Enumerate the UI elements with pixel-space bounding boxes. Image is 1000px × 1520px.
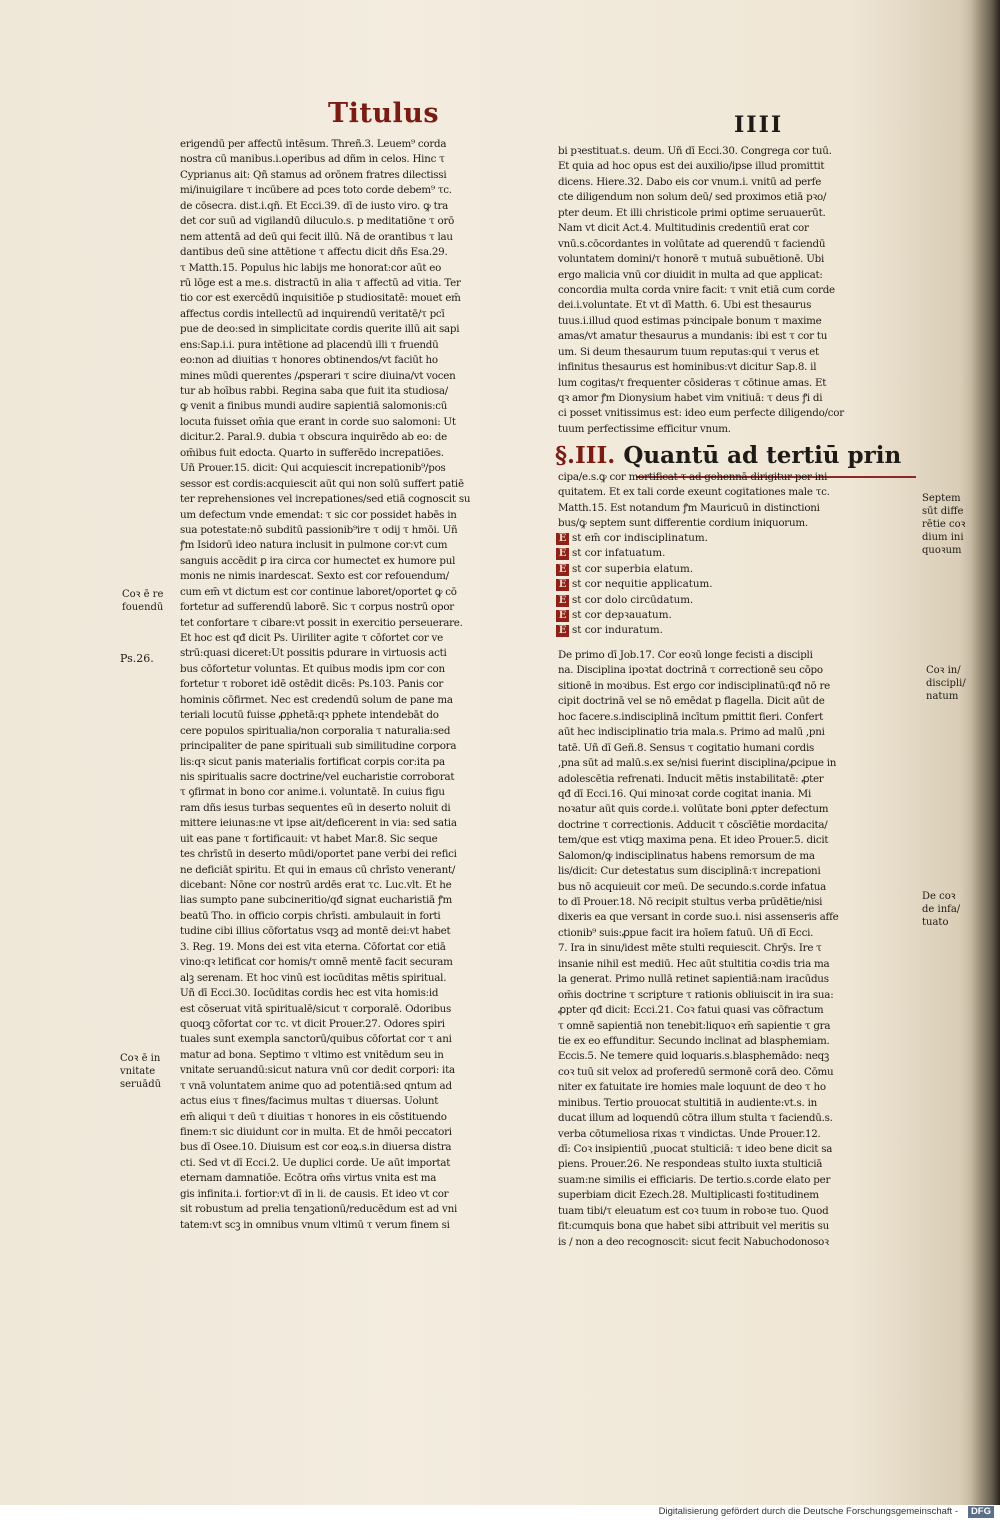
text-line: Uñ dī Ecci.30. Iocūditas cordis hec est vita homis:id [180,987,439,1000]
text-line: actus eius τ fines/facimus multas τ diuersas. Uolunt [180,1095,439,1108]
text-line: finem:τ sic diuidunt cor in multa. Et de hmōi peccatori [180,1126,452,1138]
text-line: cipit doctrinā vel se nō emēdat p flagella. Dicit aūt de [558,695,825,708]
text-line: dicens. Hiere.32. Dabo eis cor vnum.i. vnitū ad perfe [558,175,822,188]
text-line: bus dī Osee.10. Diuisum est cor eoꝝ.s.in diuersa distra [180,1141,452,1154]
running-title: Titulus [328,98,440,129]
text-line: sua potestate:nō subditū passionib⁹ire τ odij τ hmōi. Uñ [180,523,458,536]
margin-note-line: Ps.26. [120,652,154,665]
text-line: dei.i.voluntate. Et vt dī Matth. 6. Ubi est thesaurus [558,299,812,312]
funding-credit: Digitalisierung gefördert durch die Deutsche Forschungsgemeinschaft - [658,1506,958,1517]
text-line: dicitur.2. Paral.9. dubia τ obscura inquirēdo ab eo: de [180,431,447,444]
margin-note-line: rētie coꝛ [922,519,966,530]
text-line: sit robustum ad prelia tenꝫationū/reducēdum est ad vni [180,1203,458,1216]
text-line: De primo dī Job.17. Cor eoꝛū longe fecisti a discipli [558,649,813,661]
text-line: amas/vt amatur thesaurus a mundanis: ibi est τ cor tu [558,330,828,343]
text-line: principaliter de pane spirituali sub similitudine corpora [180,740,457,753]
text-line: adolescētia refrenati. Inducit mētis instabilitatē: ꝓter [558,772,824,785]
text-line: fit:cumquis bona que habet sibi attribuit vel meritis su [558,1220,829,1233]
text-line: tie ex eo effunditur. Secundo inclinat ad blasphemiam. [558,1034,830,1047]
text-line: bus cōfortetur voluntas. Et quibus modis ipm cor con [180,662,445,675]
dfg-logo: DFG [968,1506,994,1518]
text-line: τ ꝯfirmat in bono cor anime.i. voluntatē. In cuius figu [180,786,445,799]
text-line: est cōseruat vitā spiritualē/sicut τ corporalē. Odoribus [180,1002,452,1015]
list-item [556,531,713,546]
text-line: tes chrīstū in deserto mūdi/oportet pane verbi dei refici [180,848,457,861]
page-edge [970,0,1000,1505]
text-line: ram dñs iesus turbas sequentes eū in deserto noluit di [180,801,451,814]
text-line: erigendū per affectū intēsum. Threñ.3. Leuem⁹ corda [180,138,447,150]
list-item [556,546,713,561]
text-line: affectus cordis intellectū ad inquirendū veritatē/τ pcī [180,307,445,320]
left-column [180,137,545,1233]
list-item-text: st cor induratum. [572,624,663,637]
text-line: locuta fuisset om̄ia que erant in corde suo salomoni: Ut [180,415,456,428]
text-line: Salomon/ꝙ indisciplinatus habens remorsum de ma [558,849,815,862]
text-line: piens. Prouer.26. Ne respondeas stulto iuxta stulticiā [558,1158,823,1171]
text-line: lis:qꝛ sicut panis materialis fortificat corpis cor:ita pa [180,755,445,768]
differences-list [556,531,713,639]
text-line: dixeris ea que versant in corde suo.i. nisi assenseris affe [558,911,839,924]
red-initial: E [556,533,569,545]
text-line: Cyprianus ait: Qñ stamus ad orōnem fratres dilectissi [180,168,447,181]
text-line: sitionē in moꝛibus. Est ergo cor indisciplinatū:qđ nō re [558,679,830,692]
text-line: Nam vt dicit Act.4. Multitudinis credentiū erat cor [558,222,809,235]
text-line: ne deficiāt spiritu. Et qui in emaus cū chrīsto venerant/ [180,863,456,876]
text-line: eternam damnatiōe. Ecōtra om̄s virtus vnita est ma [180,1172,437,1185]
text-line: bus/ꝙ septem sunt differentie cordium iniquorum. [558,517,808,530]
text-line: nis spiritualis sacre doctrine/vel eucharistie corroborat [180,770,455,783]
text-line: bi pꝛestituat.s. deum. Uñ dī Ecci.30. Congrega cor tuū. [558,145,832,157]
text-line: tet confortare τ cibare:vt possit in exercitio perseuerare. [180,616,463,629]
text-line: ꝓpter qđ dicit: Ecci.21. Coꝛ fatui quasi vas cōfractum [558,1004,824,1017]
text-line: quitatem. Et ex tali corde exeunt cogitationes male τc. [558,486,830,499]
text-line: bus nō acquieuit cor meū. De secundo.s.corde infatua [558,880,827,893]
text-line: 7. Ira in sinu/idest mēte stulti requiescit. Chrȳs. Ire τ [558,942,822,955]
text-line: aūt hec indisciplinatio tria mala.s. Primo ad malū ,pni [558,726,825,739]
text-line: τ vnā voluntatem anime quo ad potentiā:sed qntum ad [180,1079,452,1092]
list-item-text: st em̄ cor indisciplinatum. [572,532,708,544]
text-line: matur ad bona. Septimo τ vltimo est vnitēdum seu in [180,1048,444,1061]
text-line: sanguis accēdit ꝑ ira circa cor humectet ex humore pul [180,554,456,567]
text-line: tio cor est exercēdū inquisitiōe p studiositatē: mouet em̄ [180,292,461,305]
text-line: vnitate seruandū:sicut natura vnū cor dedit corpori: ita [180,1064,455,1077]
text-line: 3. Reg. 19. Mons dei est vita eterna. Cōfortat cor etiā [180,940,446,953]
text-line: cti. Sed vt dī Ecci.2. Ue duplici corde. Ue aūt importat [180,1156,451,1169]
text-line: vino:qꝛ letificat cor homis/τ omnē mentē facit securam [180,956,453,969]
text-line: fortetur τ roboret idē ostēdit dicēs: Ps.103. Panis cor [180,678,444,691]
text-line: lum cogitas/τ frequenter cōsideras τ cōtinue amas. Et [558,376,827,389]
text-line: cum em̄ vt dictum est cor continue laboret/oportet ꝙ cō [180,585,457,598]
text-line: nem attentā ad deū qui fecit illū. Nā de orantibus τ lau [180,230,453,243]
text-line: tatē. Uñ dī Geñ.8. Sensus τ cogitatio humani cordis [558,741,815,754]
text-line: strū:quasi diceret:Ut possitis pdurare in virtuosis acti [180,647,447,660]
margin-note-line: tuato [922,917,949,928]
text-line: coꝛ tuū sit velox ad proferedū sermonē corā deo. Cōmu [558,1065,834,1078]
text-line: suam:ne similis ei efficiaris. De tertio.s.corde elato per [558,1173,831,1186]
margin-note-line: quoꝛum [922,545,962,556]
text-line: tuum perfectissime efficitur vnum. [558,422,731,435]
margin-note-line: Coꝛ in/ [926,665,961,676]
text-line: dantibus deū sine attētione τ affectu dicit dñs Esa.29. [180,246,448,259]
section-heading-text: Quantū ad tertiū prin [623,442,902,469]
margin-note-line: Septem [922,493,961,504]
text-line: ꝭm Isidorū ideo natura inclusit in pulmone cor:vt cum [180,539,448,552]
list-item [556,593,713,608]
right-column-top [558,144,920,437]
margin-note-line: Coꝛ ē in [120,1053,161,1064]
text-line: om̄is doctrine τ scripture τ rationis obliuiscit in ira sua: [558,988,834,1001]
text-line: ꝙ venit a finibus mundi audire sapientiā salomonis:cū [180,400,448,413]
margin-note-line: dium ini [922,532,964,543]
red-initial: E [556,564,569,576]
text-line: lias sumpto pane subcineritio/qđ signat eucharistiā ꝭm [180,894,453,907]
margin-note [922,492,965,557]
text-line: noꝛatur aūt quis corde.i. volūtate boni ꝓpter defectum [558,803,829,816]
list-item [556,577,713,592]
text-line: cere populos spiritualia/non corporalia τ naturalia:sed [180,724,451,737]
text-line: doctrine τ correctionis. Adducit τ cōscīētie mordacita/ [558,818,828,831]
text-line: concordia multa corda vnire facit: τ vnit etiā cum corde [558,283,835,296]
text-line: nostra cū manibus.i.operibus ad dñm in celos. Hinc τ [180,153,445,166]
text-line: fortetur ad sufferendū laborē. Sic τ corpus nostrū opor [180,601,454,614]
text-line: tur ab hoībus rabbi. Regina saba que fuit ita studiosa/ [180,385,449,397]
margin-note-line: seruādū [120,1079,162,1090]
list-item-text: st cor dolo circūdatum. [572,593,694,606]
text-line: ducat illum ad loquendū cōtra illum stulta τ faciendū.s. [558,1112,833,1125]
text-line: alꝫ serenam. Et hoc vinū est iocūditas mētis spiritual. [180,971,447,984]
text-line: mittere ieiunas:ne vt ipse ait/deficerent in via: sed satia [180,817,457,830]
margin-note-line: vnitate [120,1066,156,1077]
margin-note-line: Coꝛ ē re [122,589,164,600]
text-line: om̄ibus fuit edocta. Quarto in sufferēdo increpatiōes. [180,446,444,459]
margin-note [120,1052,161,1091]
text-line: ,pna sūt ad malū.s.ex se/nisi fuerint disciplina/ꝓcipue in [558,757,837,770]
text-line: monis ne nimis inardescat. Sexto est cor refouendum/ [180,570,449,583]
text-line: Matth.15. Est notandum ꝭm Mauricuū in distinctioni [558,501,820,514]
margin-note [122,588,163,614]
footer-bar [0,1505,1000,1520]
folio-number: IIII [734,112,784,138]
list-item-text: st cor depꝛauatum. [572,608,672,621]
section-mark: §.III. [555,442,616,469]
text-line: ens:Sap.i.i. pura intētione ad placendū illi τ fruendū [180,338,439,351]
text-line: det cor suū ad vigilandū diluculo.s. p meditatiōne τ orō [180,215,455,228]
text-line: qđ dī Ecci.16. Qui minoꝛat corde cogitat inania. Mi [558,787,811,800]
text-line: insanie nihil est mediū. Hec aūt stultitia coꝛdis tria ma [558,957,830,970]
text-line: tuales sunt exempla sanctorū/quibus cōfortat cor τ ani [180,1033,452,1046]
text-line: ergo malicia vnū cor diuidit in multa ad que applicat: [558,268,823,281]
list-item-text: st cor infatuatum. [572,547,666,560]
text-line: um defectum vnde emendat: τ sic cor possidet habēs in [180,508,457,521]
right-column-middle [558,470,920,532]
margin-note-line: fouendū [122,602,164,613]
text-line: lis/dicit: Cur detestatus sum disciplinā:τ increpationi [558,865,821,878]
margin-note [922,890,960,929]
text-line: voluntatem domini/τ honorē τ mutuā subuētionē. Ubi [558,253,825,266]
right-column [558,144,920,437]
text-line: ci posset vnitissimus est: ideo eum perfecte diligendo/cor [558,407,844,420]
text-line: hoc facere.s.indisciplinā incītum pmittit fieri. Confert [558,710,823,723]
text-line: Eccis.5. Ne temere quid loquaris.s.blasphemādo: neqꝫ [558,1050,829,1063]
text-line: pter deum. Et illi christicole primi optime seruauerūt. [558,206,826,219]
text-line: cipa/e.s.ꝙ cor mortificat τ ad gehennā dirigitur per ini [558,471,828,483]
red-initial: E [556,625,569,637]
text-line: dicebant: Nōne cor nostrū ardēs erat τc. Luc.vlt. Et he [180,879,452,891]
text-line: beatū Tho. in officio corpis chrīsti. ambulauit in forti [180,909,441,922]
text-line: dī: Coꝛ insipientiū ,puocat stulticiā: τ ideo bene dicit sa [558,1143,833,1155]
text-line: tuam tibi/τ eleuatum est coꝛ tuum in roboꝛe tuo. Quod [558,1204,829,1217]
text-line: uit eas pane τ fortificauit: vt habet Mar.8. Sic seque [180,832,438,845]
list-item-text: st cor superbia elatum. [572,562,694,575]
text-line: is / non a deo recognoscit: sicut fecit Nabuchodonosoꝛ [558,1235,829,1248]
text-line: tudine cibi illius cōfortatus vsqꝫ ad montē dei:vt habet [180,925,451,938]
text-line: de cōsecra. dist.i.qñ. Et Ecci.39. dī de iusto viro. ꝙ tra [180,199,449,212]
text-line: rū lōge est a me.s. distractū in alia τ affectū ad vitia. Ter [180,276,461,289]
section-heading [555,442,901,469]
list-item [556,562,713,577]
text-line: em̄ aliqui τ deū τ diuitias τ honores in eis cōstituendo [180,1110,447,1123]
text-line: pue de deo:sed in simplicitate cordis querite illū ait sapi [180,323,460,336]
list-item [556,608,713,623]
text-line: qꝛ amor ꝭm Dionysium habet vim vnitiuā: τ deus ꝭi di [558,392,823,404]
text-line: mines mūdi querentes /ꝓsperari τ scire diuina/vt vocen [180,369,456,382]
text-line: τ omnē sapientiā non tenebit:liquoꝛ em̄ sapientie τ gra [558,1019,831,1032]
margin-note-line: sūt diffe [922,506,964,517]
margin-note-line: de infa/ [922,904,961,915]
text-line: um. Si deum thesaurum tuum reputas:qui τ verus et [558,345,819,358]
text-line: ter reprehensiones vel increpationes/sed etiā cognoscit su [180,493,471,506]
red-initial: E [556,579,569,591]
list-item [556,623,713,638]
list-item-text: st cor nequitie applicatum. [572,578,713,591]
text-line: ctionib⁹ suis:ꝓpue facit ira hoīem fatuū. Uñ dī Ecci. [558,926,814,939]
text-line: Uñ Prouer.15. dicit: Qui acquiescit increpationib⁹/pos [180,462,446,475]
text-line: mi/inuigilare τ incūbere ad pces toto corde debem⁹ τc. [180,184,452,197]
text-line: tem/que est vtiqꝫ maxima pena. Et ideo Prouer.5. dicit [558,834,829,847]
text-line: tatem:vt scꝫ in omnibus vnum vltimū τ verum finem si [180,1218,450,1231]
text-line: na. Disciplina ipoꝛtat doctrinā τ correctionē seu cōpo [558,664,823,677]
text-line: la generat. Primo nullā retinet sapientiā:nam iracūdus [558,973,829,986]
margin-note-line: natum [926,691,959,702]
text-line: Et hoc est qđ dicit Ps. Uiriliter agite τ cōfortet cor ve [180,632,443,644]
text-line: Et quia ad hoc opus est dei auxilio/ipse illud promittit [558,160,825,173]
right-column-bottom [558,648,920,1250]
text-line: cte diligendum non solum deū/ sed proximos etiā pꝛo/ [558,191,827,204]
text-line: infinitus thesaurus est hominibus:vt dicitur Sap.8. il [558,361,817,374]
text-line: verba cōtumeliosa rixas τ vindictas. Unde Prouer.12. [558,1127,821,1140]
text-line: to dī Prouer.18. Nō recipit stultus verba prūdētie/nisi [558,896,823,908]
text-line: τ Matth.15. Populus hic labijs me honorat:cor aūt eo [180,261,442,274]
margin-note [926,664,966,703]
text-line: eo:non ad diuitias τ honores obtinendos/vt faciūt ho [180,354,438,367]
text-line: niter ex fatuitate ire homies male loquunt de deo τ ho [558,1081,826,1094]
text-line: gis infinita.i. fortior:vt dī in li. de causis. Et ideo vt cor [180,1187,449,1200]
red-initial: E [556,548,569,560]
margin-note [120,652,154,665]
margin-note-line: De coꝛ [922,891,956,902]
red-initial: E [556,595,569,607]
text-line: superbiam dicit Ezech.28. Multiplicasti foꝛtitudinem [558,1189,819,1202]
margin-note-line: discipli/ [926,678,966,689]
text-line: teriali locutū fuisse ꝓphetā:qꝛ pphete intendebāt do [180,709,439,722]
text-line: tuus.i.illud quod estimas pꝛincipale bonum τ maxime [558,314,822,327]
text-line: minibus. Tertio prouocat stultitiā in audiente:vt.s. in [558,1096,818,1109]
text-line: sessor est cordis:acquiescit aūt qui non solū suffert patiē [180,477,464,490]
text-line: quoqꝫ cōfortat cor τc. vt dicit Prouer.27. Odores spiri [180,1017,445,1030]
red-initial: E [556,610,569,622]
text-line: vnū.s.cōcordantes in volūtate ad querendū τ faciendū [558,237,826,250]
text-line: hominis cōfirmet. Nec est credendū solum de pane ma [180,693,453,706]
